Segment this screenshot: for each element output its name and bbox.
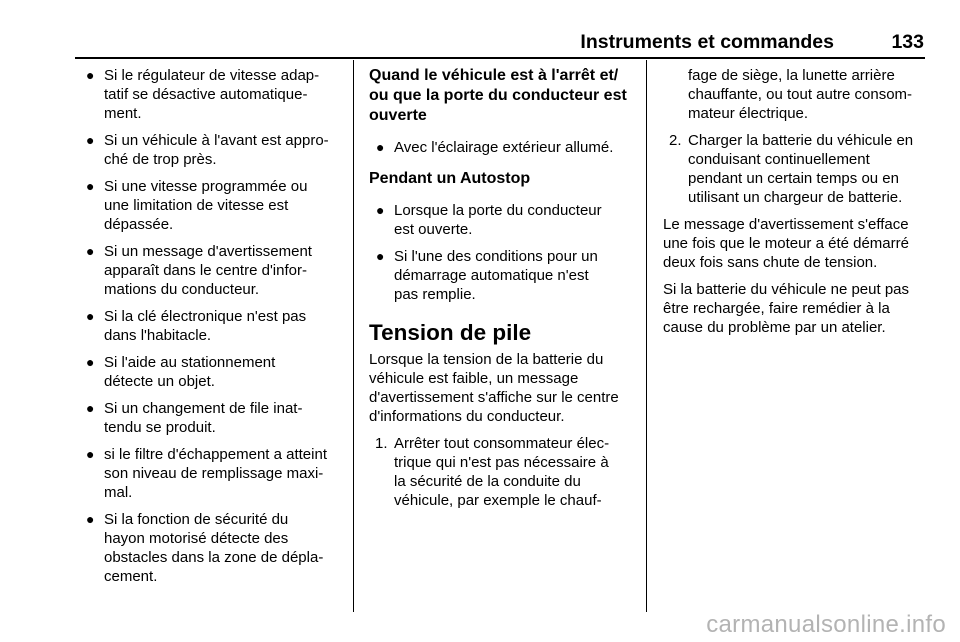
bullet-icon: ●	[376, 248, 385, 264]
text-line: Avec l'éclairage extérieur allumé.	[394, 139, 614, 156]
text-line: ouverte	[369, 107, 427, 124]
text-line: Si la fonction de sécurité du	[104, 511, 289, 528]
text-line: Si une vitesse programmée ou	[104, 178, 308, 195]
bullet-item	[79, 510, 349, 586]
text-line: cement.	[104, 568, 158, 585]
text-line: conduisant continuellement	[688, 151, 870, 168]
bullet-item	[79, 131, 349, 169]
bullet-icon: ●	[376, 202, 385, 218]
text-line: ché de trop près.	[104, 151, 217, 168]
item-number: 2.	[669, 132, 682, 149]
text-line: son niveau de remplissage maxi-	[104, 465, 324, 482]
text-line: apparaît dans le centre d'infor-	[104, 262, 307, 279]
section-title: Tension de pile	[369, 320, 532, 345]
text-line: la sécurité de la conduite du	[394, 473, 581, 490]
bullet-icon: ●	[86, 132, 95, 148]
page-header	[0, 0, 960, 60]
page-number: 133	[891, 31, 924, 53]
text-line: Si la clé électronique n'est pas	[104, 308, 307, 325]
bullet-icon: ●	[86, 308, 95, 324]
text-line: Si un changement de file inat-	[104, 400, 303, 417]
text-line: Lorsque la porte du conducteur	[394, 202, 602, 219]
bullet-item	[79, 242, 349, 299]
text-line: d'informations du conducteur.	[369, 408, 565, 425]
text-line: Pendant un Autostop	[369, 170, 531, 187]
text-line: chauffante, ou tout autre consom-	[688, 86, 913, 103]
item-number: 1.	[375, 435, 388, 452]
watermark: carmanualsonline.info	[706, 611, 946, 638]
column-divider-2	[646, 60, 647, 612]
text-line: être rechargée, faire remédier à la	[663, 300, 890, 317]
numbered-item	[369, 434, 639, 510]
subheading-autostop	[369, 169, 639, 189]
text-line: une limitation de vitesse est	[104, 197, 289, 214]
text-line: Lorsque la tension de la batterie du	[369, 351, 604, 368]
text-line: tendu se produit.	[104, 419, 216, 436]
text-line: tatif se désactive automatique-	[104, 86, 308, 103]
bullet-icon: ●	[86, 354, 95, 370]
text-line: Le message d'avertissement s'efface	[663, 216, 909, 233]
text-line: dans l'habitacle.	[104, 327, 212, 344]
text-line: mal.	[104, 484, 133, 501]
text-line: fage de siège, la lunette arrière	[688, 67, 895, 84]
bullet-icon: ●	[86, 67, 95, 83]
bullet-icon: ●	[86, 511, 95, 527]
text-line: Arrêter tout consommateur élec-	[394, 435, 610, 452]
column-divider-1	[353, 60, 354, 612]
text-line: deux fois sans chute de tension.	[663, 254, 878, 271]
bullet-icon: ●	[86, 446, 95, 462]
text-line: trique qui n'est pas nécessaire à	[394, 454, 609, 471]
text-line: si le filtre d'échappement a atteint	[104, 446, 327, 463]
text-line: Si l'aide au stationnement	[104, 354, 276, 371]
text-line: utilisant un chargeur de batterie.	[688, 189, 903, 206]
text-line: pendant un certain temps ou en	[688, 170, 899, 187]
text-line: obstacles dans la zone de dépla-	[104, 549, 324, 566]
text-line: une fois que le moteur a été démarré	[663, 235, 909, 252]
bullet-icon: ●	[86, 400, 95, 416]
text-line: véhicule est faible, un message	[369, 370, 579, 387]
text-line: dépassée.	[104, 216, 174, 233]
subheading-vehicle-stopped	[369, 66, 639, 126]
bullet-item	[369, 138, 639, 157]
text-line: pas remplie.	[394, 286, 476, 303]
paragraph	[369, 350, 639, 426]
text-line: détecte un objet.	[104, 373, 215, 390]
bullet-item	[369, 201, 639, 239]
numbered-item-continuation	[663, 66, 933, 123]
page-title: Instruments et commandes	[580, 31, 834, 53]
text-line: Quand le véhicule est à l'arrêt et/	[369, 67, 619, 84]
text-line: Si un véhicule à l'avant est appro-	[104, 132, 329, 149]
text-line: Charger la batterie du véhicule en	[688, 132, 914, 149]
column-2	[369, 66, 639, 518]
text-line: véhicule, par exemple le chauf-	[394, 492, 602, 509]
column-1	[79, 66, 349, 594]
text-line: est ouverte.	[394, 221, 473, 238]
bullet-icon: ●	[376, 139, 385, 155]
header-rule	[75, 57, 925, 59]
text-line: mateur électrique.	[688, 105, 809, 122]
numbered-item	[663, 131, 933, 207]
text-line: hayon motorisé détecte des	[104, 530, 289, 547]
bullet-item	[79, 307, 349, 345]
text-line: Si l'une des conditions pour un	[394, 248, 598, 265]
paragraph	[663, 215, 933, 272]
bullet-item	[79, 445, 349, 502]
text-line: ou que la porte du conducteur est	[369, 87, 627, 104]
text-line: Si la batterie du véhicule ne peut pas	[663, 281, 909, 298]
column-3	[663, 66, 933, 345]
text-line: démarrage automatique n'est	[394, 267, 589, 284]
text-line: Si le régulateur de vitesse adap-	[104, 67, 320, 84]
bullet-item	[369, 247, 639, 304]
paragraph	[663, 280, 933, 337]
text-line: cause du problème par un atelier.	[663, 319, 886, 336]
bullet-item	[79, 353, 349, 391]
text-line: d'avertissement s'affiche sur le centre	[369, 389, 619, 406]
text-line: ment.	[104, 105, 142, 122]
bullet-item	[79, 399, 349, 437]
bullet-icon: ●	[86, 178, 95, 194]
bullet-item	[79, 177, 349, 234]
text-line: Si un message d'avertissement	[104, 243, 312, 260]
bullet-icon: ●	[86, 243, 95, 259]
text-line: mations du conducteur.	[104, 281, 260, 298]
bullet-item	[79, 66, 349, 123]
